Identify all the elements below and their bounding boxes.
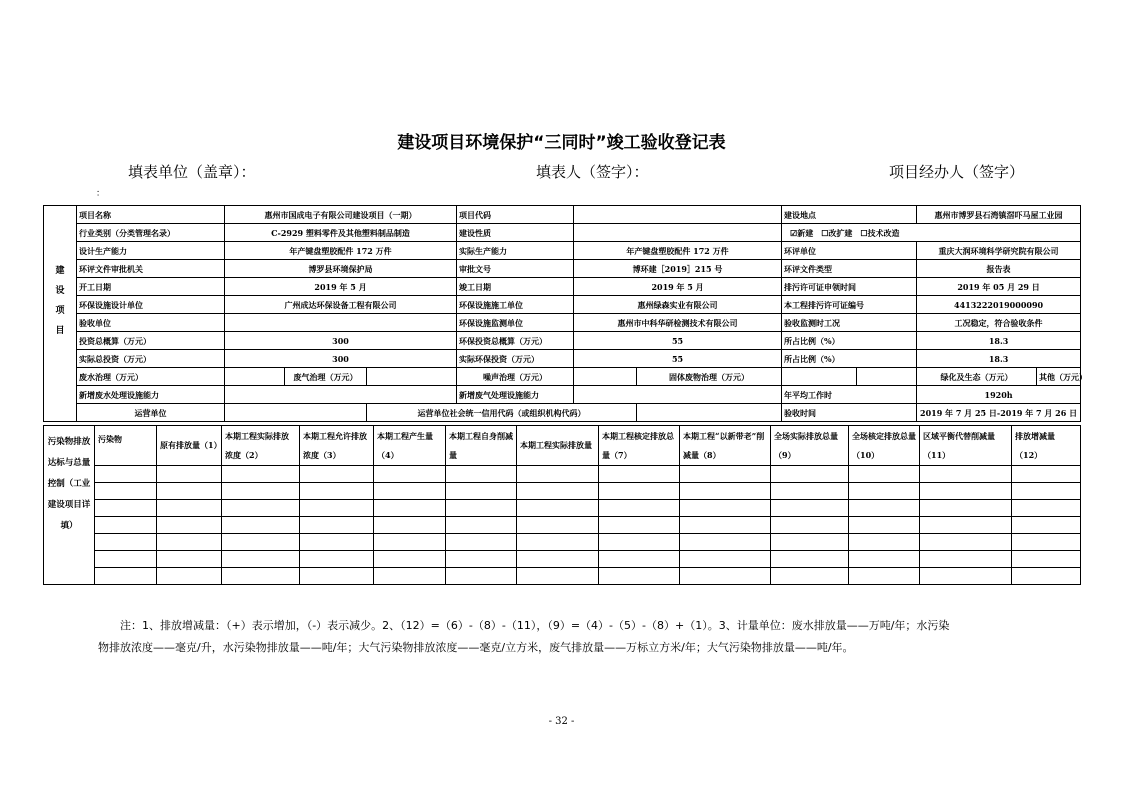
label-actual-capacity: 实际生产能力 xyxy=(457,242,574,260)
manager-label: 项目经办人（签字） xyxy=(889,163,1025,181)
value-approval-no: 博环建［2019］215 号 xyxy=(574,260,782,278)
value-design-capacity: 年产键盘塑胶配件 172 万件 xyxy=(225,242,457,260)
value-start-date: 2019 年 5 月 xyxy=(225,278,457,296)
col-header-10: 全场核定排放总量（10） xyxy=(849,426,920,466)
value-construction-unit: 惠州绿森实业有限公司 xyxy=(574,296,782,314)
label-new-wastewater-capacity: 新增废水处理设施能力 xyxy=(77,386,225,404)
col-header-5: 本期工程自身削减量 xyxy=(446,426,517,466)
label-budget-ratio: 所占比例（%） xyxy=(782,332,917,350)
value-permit-no: 4413222019000090 xyxy=(917,296,1081,314)
value-eia-unit: 重庆大润环境科学研究院有限公司 xyxy=(917,242,1081,260)
value-actual-capacity: 年产键盘塑胶配件 172 万件 xyxy=(574,242,782,260)
label-other-cost: 其他（万元） xyxy=(1037,368,1081,386)
col-header-4: 本期工程产生量（4） xyxy=(374,426,446,466)
table-row xyxy=(44,517,1081,534)
label-exhaust-cost: 废气治理（万元） xyxy=(285,368,367,386)
value-acceptance-unit xyxy=(225,314,457,332)
value-work-condition: 工况稳定，符合验收条件 xyxy=(917,314,1081,332)
footnote xyxy=(98,615,1038,659)
label-eia-unit: 环评单位 xyxy=(782,242,917,260)
label-acceptance-unit: 验收单位 xyxy=(77,314,225,332)
label-operator: 运营单位 xyxy=(77,404,225,422)
label-approval-no: 审批文号 xyxy=(457,260,574,278)
emissions-table xyxy=(43,425,1081,585)
fill-unit-label: 填表单位（盖章）： xyxy=(128,163,256,181)
label-start-date: 开工日期 xyxy=(77,278,225,296)
value-nature-empty xyxy=(574,224,782,242)
value-annual-hours: 1920h xyxy=(917,386,1081,404)
page-number: - 32 - xyxy=(548,716,575,727)
label-annual-hours: 年平均工作时 xyxy=(782,386,917,404)
value-approval-authority: 博罗县环境保护局 xyxy=(225,260,457,278)
label-completion-date: 竣工日期 xyxy=(457,278,574,296)
filler-label: 填表人（签字）： xyxy=(536,163,649,181)
value-total-budget: 300 xyxy=(225,332,457,350)
label-new-exhaust-capacity: 新增废气处理设施能力 xyxy=(457,386,574,404)
label-env-budget: 环保投资总概算（万元） xyxy=(457,332,574,350)
table-row xyxy=(44,483,1081,500)
value-env-budget: 55 xyxy=(574,332,782,350)
table-row xyxy=(44,500,1081,517)
value-new-exhaust-capacity xyxy=(574,386,782,404)
label-project-name: 项目名称 xyxy=(77,206,225,224)
label-nature: 建设性质 xyxy=(457,224,574,242)
col-header-11: 区域平衡代替削减量（11） xyxy=(920,426,1012,466)
value-nature-options: ☑新建 ☐改扩建 ☐技术改造 xyxy=(782,224,1081,242)
value-monitoring-unit: 惠州市中科华研检测技术有限公司 xyxy=(574,314,782,332)
col-header-pollutant: 污染物 xyxy=(95,426,157,466)
col-header-12: 排放增减量（12） xyxy=(1012,426,1081,466)
value-new-wastewater-capacity xyxy=(225,386,457,404)
value-operator xyxy=(225,404,367,422)
value-noise-cost xyxy=(574,368,637,386)
label-project-code: 项目代码 xyxy=(457,206,574,224)
value-project-code xyxy=(574,206,782,224)
col-header-8: 本期工程“以新带老”削减量（8） xyxy=(680,426,771,466)
value-permit-time: 2019 年 05 月 29 日 xyxy=(917,278,1081,296)
value-solid-waste-cost xyxy=(782,368,857,386)
label-monitoring-unit: 环保设施监测单位 xyxy=(457,314,574,332)
table-row xyxy=(44,568,1081,585)
table-row xyxy=(44,551,1081,568)
label-wastewater-cost: 废水治理（万元） xyxy=(77,368,225,386)
label-work-condition: 验收监测时工况 xyxy=(782,314,917,332)
col-header-1: 原有排放量（1） xyxy=(157,426,222,466)
label-actual-env-investment: 实际环保投资（万元） xyxy=(457,350,574,368)
label-solid-waste-cost: 固体废物治理（万元） xyxy=(637,368,782,386)
col-header-6: 本期工程实际排放量 xyxy=(517,426,599,466)
label-industry: 行业类别（分类管理名录） xyxy=(77,224,225,242)
table-row xyxy=(44,466,1081,483)
value-acceptance-time: 2019 年 7 月 25 日-2019 年 7 月 26 日 xyxy=(917,404,1081,422)
value-design-unit: 广州成达环保设备工程有限公司 xyxy=(225,296,457,314)
value-budget-ratio: 18.3 xyxy=(917,332,1081,350)
value-wastewater-cost xyxy=(225,368,285,386)
label-acceptance-time: 验收时间 xyxy=(782,404,917,422)
section-label-project: 建设项目 xyxy=(44,206,77,422)
label-design-unit: 环保设施设计单位 xyxy=(77,296,225,314)
value-location: 惠州市博罗县石湾镇滘吓马屋工业园 xyxy=(917,206,1081,224)
value-industry: C-2929 塑料零件及其他塑料制品制造 xyxy=(225,224,457,242)
value-project-name: 惠州市国成电子有限公司建设项目（一期） xyxy=(225,206,457,224)
label-design-capacity: 设计生产能力 xyxy=(77,242,225,260)
form-title: 建设项目环境保护“三同时”竣工验收登记表 xyxy=(397,133,726,153)
value-actual-env-investment: 55 xyxy=(574,350,782,368)
label-greening-cost: 绿化及生态（万元） xyxy=(917,368,1037,386)
label-approval-authority: 环评文件审批机关 xyxy=(77,260,225,278)
col-header-9: 全场实际排放总量（9） xyxy=(771,426,849,466)
value-actual-ratio: 18.3 xyxy=(917,350,1081,368)
label-eia-type: 环评文件类型 xyxy=(782,260,917,278)
label-location: 建设地点 xyxy=(782,206,917,224)
value-credit-code xyxy=(637,404,782,422)
section-label-emissions: 污染物排放达标与总量控制（工业建设项目详填） xyxy=(44,426,95,585)
col-header-3: 本期工程允许排放浓度（3） xyxy=(300,426,374,466)
label-permit-time: 排污许可证申领时间 xyxy=(782,278,917,296)
project-info-table xyxy=(43,205,1088,422)
stray-mark: ： xyxy=(96,189,106,199)
footnote-line-2: 物排放浓度——毫克/升，水污染物排放量——吨/年；大气污染物排放浓度——毫克/立方米，废气排放量——万标立方米/年；大气污染物排放量——吨/年。 xyxy=(98,641,854,654)
value-solid-waste-cost-2 xyxy=(857,368,917,386)
value-completion-date: 2019 年 5 月 xyxy=(574,278,782,296)
value-actual-investment: 300 xyxy=(225,350,457,368)
table-row xyxy=(44,534,1081,551)
footnote-line-1: 注：1、排放增减量：（+）表示增加，（-）表示减少。2、（12）=（6）-（8）-（11），（9）=（4）-（5）-（8）+（1）。3、计量单位：废水排放量——万吨/年；水污染 xyxy=(120,619,950,632)
col-header-2: 本期工程实际排放浓度（2） xyxy=(222,426,300,466)
label-permit-no: 本工程排污许可证编号 xyxy=(782,296,917,314)
label-construction-unit: 环保设施施工单位 xyxy=(457,296,574,314)
value-exhaust-cost xyxy=(367,368,457,386)
label-total-budget: 投资总概算（万元） xyxy=(77,332,225,350)
col-header-7: 本期工程核定排放总量（7） xyxy=(599,426,680,466)
value-eia-type: 报告表 xyxy=(917,260,1081,278)
label-credit-code: 运营单位社会统一信用代码（或组织机构代码） xyxy=(367,404,637,422)
label-actual-ratio: 所占比例（%） xyxy=(782,350,917,368)
label-actual-investment: 实际总投资（万元） xyxy=(77,350,225,368)
label-noise-cost: 噪声治理（万元） xyxy=(457,368,574,386)
